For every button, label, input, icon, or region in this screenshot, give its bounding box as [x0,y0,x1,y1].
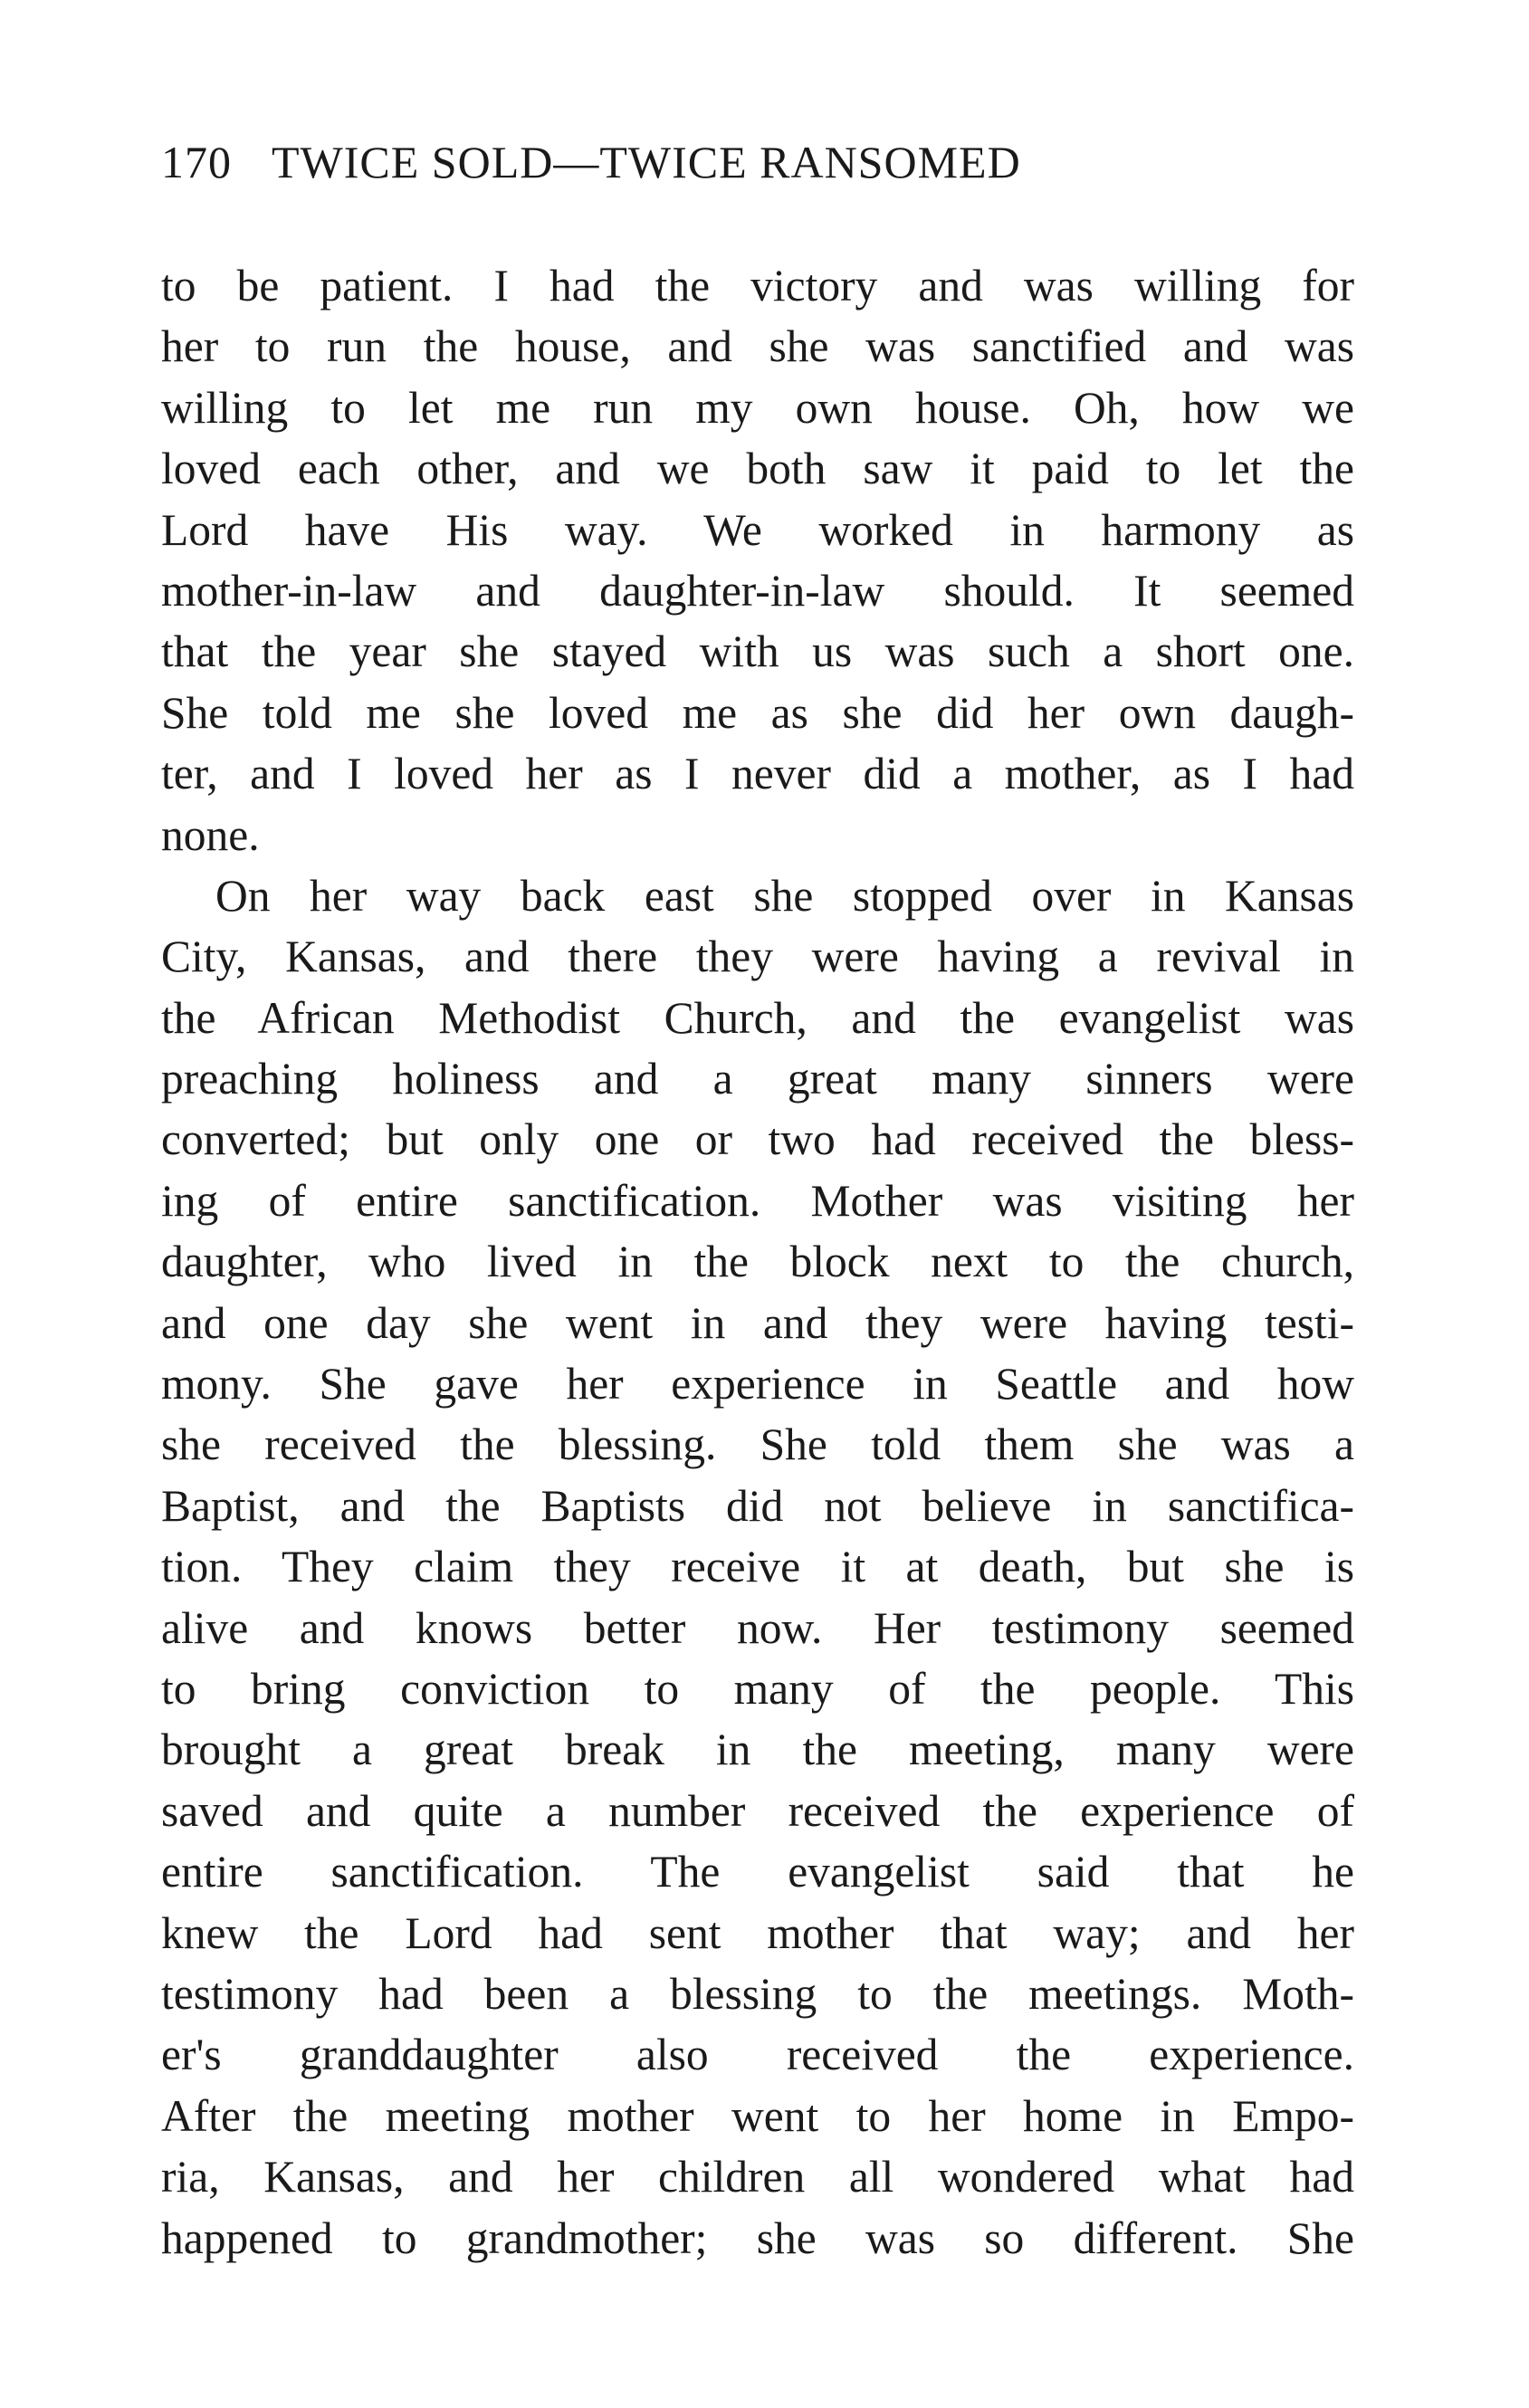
text-line: daughter, who lived in the block next to the church, [161,1237,1354,1287]
text-line: ter, and I loved her as I never did a mother, as I had [161,749,1354,799]
text-line: none. [161,809,260,860]
paragraph [161,255,1354,865]
text-line: that the year she stayed with us was such a short one. [161,626,1354,677]
text-line: er's granddaughter also received the experience. [161,2030,1354,2080]
text-line: alive and knows better now. Her testimony seemed [161,1602,1354,1653]
text-line: her to run the house, and she was sanctified and was [161,321,1354,372]
text-line: loved each other, and we both saw it paid to let the [161,444,1354,494]
text-line: Lord have His way. We worked in harmony as [161,504,1354,555]
paragraph-container [161,255,1354,2269]
text-line: she received the blessing. She told them she was a [161,1419,1354,1470]
paragraph [161,865,1354,2269]
text-line: testimony had been a blessing to the meetings. Moth- [161,1968,1354,2019]
text-line: the African Methodist Church, and the evangelist was [161,992,1354,1043]
text-line: Baptist, and the Baptists did not believe in sanctifica- [161,1480,1354,1531]
text-line: happened to grandmother; she was so different. She [161,2212,1354,2263]
text-line: and one day she went in and they were having testi- [161,1297,1354,1348]
text-line: City, Kansas, and there they were having a revival in [161,932,1354,982]
running-head [161,136,1021,188]
text-line: preaching holiness and a great many sinners were [161,1054,1354,1104]
text-line: She told me she loved me as she did her own daugh- [161,687,1354,738]
text-line: mother-in-law and daughter-in-law should. It seemed [161,565,1354,616]
text-line: to be patient. I had the victory and was willing for [161,261,1354,311]
text-line: mony. She gave her experience in Seattle and how [161,1359,1354,1409]
text-line: ing of entire sanctification. Mother was visiting her [161,1175,1354,1226]
text-line: After the meeting mother went to her home in Empo- [161,2090,1354,2141]
text-line: to bring conviction to many of the people. This [161,1663,1354,1714]
text-line: On her way back east she stopped over in Kansas [215,870,1354,921]
text-line: brought a great break in the meeting, many were [161,1725,1354,1775]
text-line: converted; but only one or two had received the bless- [161,1114,1354,1165]
text-line: tion. They claim they receive it at death, but she is [161,1542,1354,1592]
text-line: willing to let me run my own house. Oh, how we [161,382,1354,433]
text-line: ria, Kansas, and her children all wondered what had [161,2152,1354,2203]
text-line: entire sanctification. The evangelist said that he [161,1847,1354,1897]
page-number: 170 [161,137,232,187]
running-title: TWICE SOLD—TWICE RANSOMED [272,137,1021,187]
text-line: saved and quite a number received the experience of [161,1785,1354,1836]
text-line: knew the Lord had sent mother that way; and her [161,1907,1354,1958]
body-text [161,255,1354,2269]
